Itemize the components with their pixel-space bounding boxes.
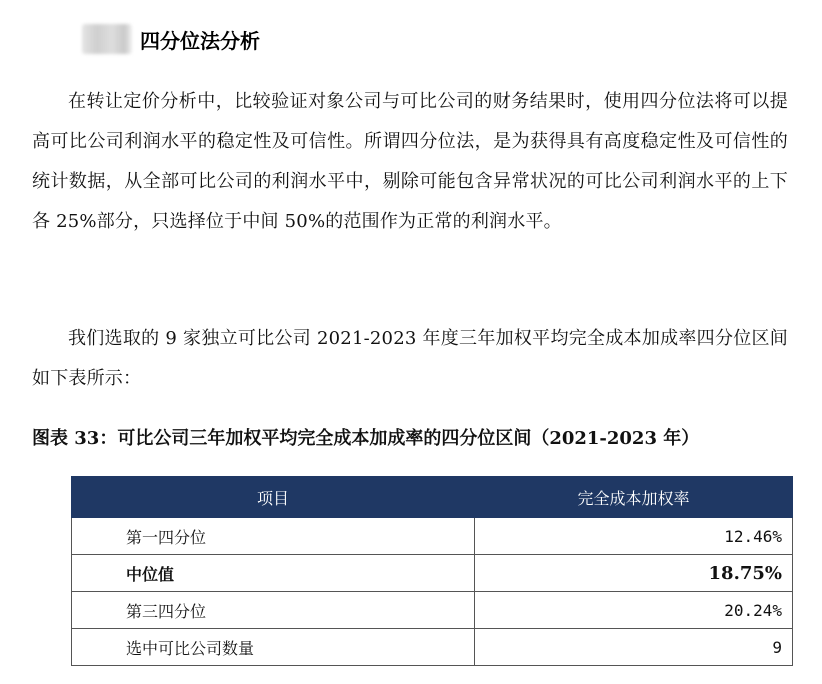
- table-header-row: [72, 477, 793, 518]
- table-row: [72, 592, 793, 629]
- quartile-table: [71, 476, 793, 666]
- table-row: [72, 518, 793, 555]
- table-row-median: [72, 555, 793, 592]
- figure-caption: 图表 33：可比公司三年加权平均完全成本加成率的四分位区间（2021-2023 年）: [32, 428, 700, 449]
- table-row: [72, 629, 793, 666]
- section-title: 四分位法分析: [140, 28, 260, 53]
- row-value: 12.46%: [475, 518, 793, 555]
- row-value: 18.75%: [475, 555, 793, 592]
- row-label: 中位值: [72, 555, 475, 592]
- column-header-item: 项目: [72, 477, 475, 518]
- row-label: 第一四分位: [72, 518, 475, 555]
- paragraph-selection: 我们选取的 9 家独立可比公司 2021-2023 年度三年加权平均完全成本加成率四分位区间如下表所示：: [32, 328, 788, 389]
- column-header-rate: 完全成本加权率: [475, 477, 793, 518]
- row-value: 20.24%: [475, 592, 793, 629]
- row-label: 第三四分位: [72, 592, 475, 629]
- paragraph-quartile-method: 在转让定价分析中，比较验证对象公司与可比公司的财务结果时，使用四分位法将可以提高可比公司利润水平的稳定性及可信性。所谓四分位法，是为获得具有高度稳定性及可信性的统计数据，从全部可比公司的利润水平中，剔除可能包含异常状况的可比公司利润水平的上下各 25%部分，只选择位于中间 50%的范围作为正常的利润水平。: [32, 91, 788, 232]
- row-value: 9: [475, 629, 793, 666]
- row-label: 选中可比公司数量: [72, 629, 475, 666]
- section-heading: [82, 22, 260, 56]
- redacted-section-number: [82, 24, 132, 54]
